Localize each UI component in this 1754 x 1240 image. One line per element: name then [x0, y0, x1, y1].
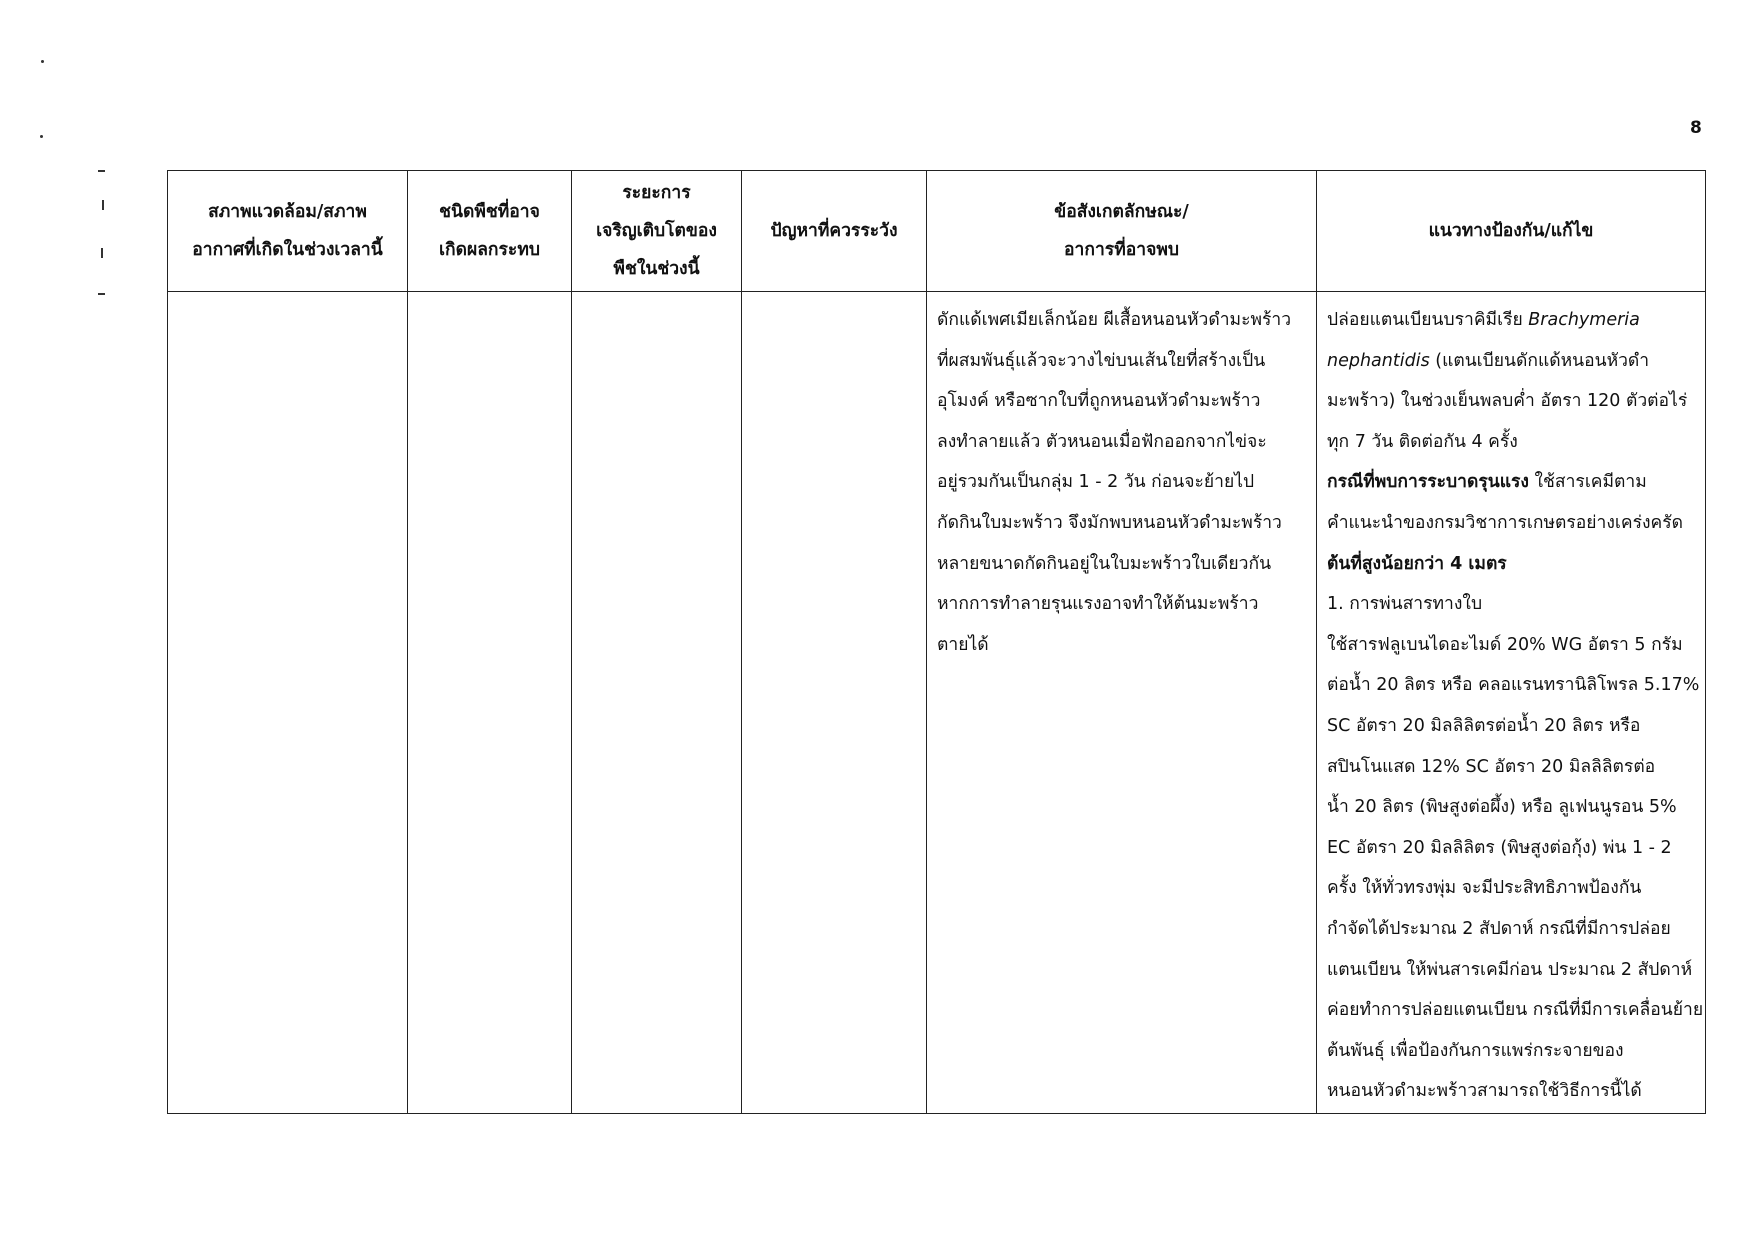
symptom-line: หากการทำลายรุนแรงอาจทำให้ต้นมะพร้าว: [937, 594, 1259, 615]
prevention-line: 1. การพ่นสารทางใบ: [1327, 594, 1483, 615]
header-line: ปัญหาที่ควรระวัง: [770, 221, 898, 241]
header-line: ข้อสังเกตลักษณะ/: [1054, 202, 1189, 222]
margin-tick: [98, 293, 105, 295]
margin-tick: [98, 170, 105, 172]
margin-dot: [41, 60, 44, 63]
page-number: 8: [1690, 118, 1702, 138]
header-symptoms: [927, 171, 1317, 292]
symptom-line: ลงทำลายแล้ว ตัวหนอนเมื่อฟักออกจากไข่จะ: [937, 431, 1267, 452]
prevention-line: [1327, 300, 1695, 341]
prevention-line: ต้นพันธุ์ เพื่อป้องกันการแพร่กระจายของ: [1327, 1040, 1624, 1061]
symptom-line: ตายได้: [937, 634, 989, 655]
table-row: [168, 292, 1706, 1114]
cell-growth-stage: [572, 292, 742, 1114]
header-problems: [742, 171, 927, 292]
prevention-text: ใช้สารเคมีตาม: [1528, 472, 1647, 493]
header-line: อากาศที่เกิดในช่วงเวลานี้: [192, 240, 383, 260]
header-affected-crops: [408, 171, 572, 292]
prevention-line: มะพร้าว) ในช่วงเย็นพลบค่ำ อัตรา 120 ตัวต่อไร่: [1327, 391, 1688, 412]
cell-prevention: [1317, 292, 1706, 1114]
prevention-line: ต่อน้ำ 20 ลิตร หรือ คลอแรนทรานิลิโพรล 5.17%: [1327, 675, 1700, 696]
species-name: nephantidis: [1327, 350, 1430, 371]
margin-tick: [101, 248, 103, 258]
prevention-line: น้ำ 20 ลิตร (พิษสูงต่อผึ้ง) หรือ ลูเฟนนูรอน 5%: [1327, 797, 1677, 818]
prevention-line: ครั้ง ให้ทั่วทรงพุ่ม จะมีประสิทธิภาพป้องกัน: [1327, 878, 1642, 899]
cell-symptoms: [927, 292, 1317, 1114]
advisory-table: [167, 170, 1706, 1114]
header-line: แนวทางป้องกัน/แก้ไข: [1428, 221, 1594, 241]
prevention-line: [1327, 462, 1695, 503]
prevention-line: กำจัดได้ประมาณ 2 สัปดาห์ กรณีที่มีการปล่อย: [1327, 918, 1671, 939]
header-line: อาการที่อาจพบ: [1064, 240, 1179, 260]
cell-problems: [742, 292, 927, 1114]
header-line: เจริญเติบโตของ: [596, 221, 717, 241]
margin-tick: [102, 200, 104, 210]
header-environment: [168, 171, 408, 292]
header-line: ระยะการ: [622, 183, 691, 203]
symptom-line: อยู่รวมกันเป็นกลุ่ม 1 - 2 วัน ก่อนจะย้ายไป: [937, 472, 1255, 493]
prevention-line: คำแนะนำของกรมวิชาการเกษตรอย่างเคร่งครัด: [1327, 512, 1683, 533]
header-prevention: [1317, 171, 1706, 292]
prevention-line: ค่อยทำการปล่อยแตนเบียน กรณีที่มีการเคลื่อนย้าย: [1327, 1000, 1704, 1021]
prevention-line: EC อัตรา 20 มิลลิลิตร (พิษสูงต่อกุ้ง) พ่น 1 - 2: [1327, 837, 1672, 858]
symptom-line: ดักแด้เพศเมียเล็กน้อย ผีเสื้อหนอนหัวดำมะพร้าว: [937, 310, 1292, 330]
cell-environment: [168, 292, 408, 1114]
prevention-line: [1327, 341, 1695, 382]
header-line: เกิดผลกระทบ: [439, 240, 540, 260]
prevention-line: หนอนหัวดำมะพร้าวสามารถใช้วิธีการนี้ได้: [1327, 1081, 1642, 1102]
severe-outbreak-heading: กรณีที่พบการระบาดรุนแรง: [1327, 472, 1529, 493]
margin-dot: [40, 135, 43, 138]
prevention-line: สปินโนแสด 12% SC อัตรา 20 มิลลิลิตรต่อ: [1327, 756, 1656, 777]
header-line: สภาพแวดล้อม/สภาพ: [208, 202, 367, 222]
header-line: พืชในช่วงนี้: [613, 259, 700, 279]
prevention-text: ปล่อยแตนเบียนบราคิมีเรีย: [1327, 310, 1529, 330]
prevention-line: SC อัตรา 20 มิลลิลิตรต่อน้ำ 20 ลิตร หรือ: [1327, 715, 1641, 736]
cell-affected-crops: [408, 292, 572, 1114]
symptom-line: กัดกินใบมะพร้าว จึงมักพบหนอนหัวดำมะพร้าว: [937, 512, 1282, 533]
prevention-line: แตนเบียน ให้พ่นสารเคมีก่อน ประมาณ 2 สัปดาห์: [1327, 959, 1693, 980]
table-header-row: [168, 171, 1706, 292]
species-name: Brachymeria: [1528, 310, 1640, 330]
tree-height-heading: ต้นที่สูงน้อยกว่า 4 เมตร: [1327, 553, 1507, 574]
symptom-line: อุโมงค์ หรือซากใบที่ถูกหนอนหัวดำมะพร้าว: [937, 391, 1261, 412]
header-growth-stage: [572, 171, 742, 292]
header-line: ชนิดพืชที่อาจ: [439, 202, 540, 222]
symptom-line: ที่ผสมพันธุ์แล้วจะวางไข่บนเส้นใยที่สร้างเป็น: [937, 350, 1266, 371]
prevention-line: ใช้สารฟลูเบนไดอะไมด์ 20% WG อัตรา 5 กรัม: [1327, 634, 1683, 655]
symptom-line: หลายขนาดกัดกินอยู่ในใบมะพร้าวใบเดียวกัน: [937, 553, 1272, 574]
prevention-line: ทุก 7 วัน ติดต่อกัน 4 ครั้ง: [1327, 431, 1518, 452]
prevention-text: (แตนเบียนดักแด้หนอนหัวดำ: [1429, 350, 1650, 371]
